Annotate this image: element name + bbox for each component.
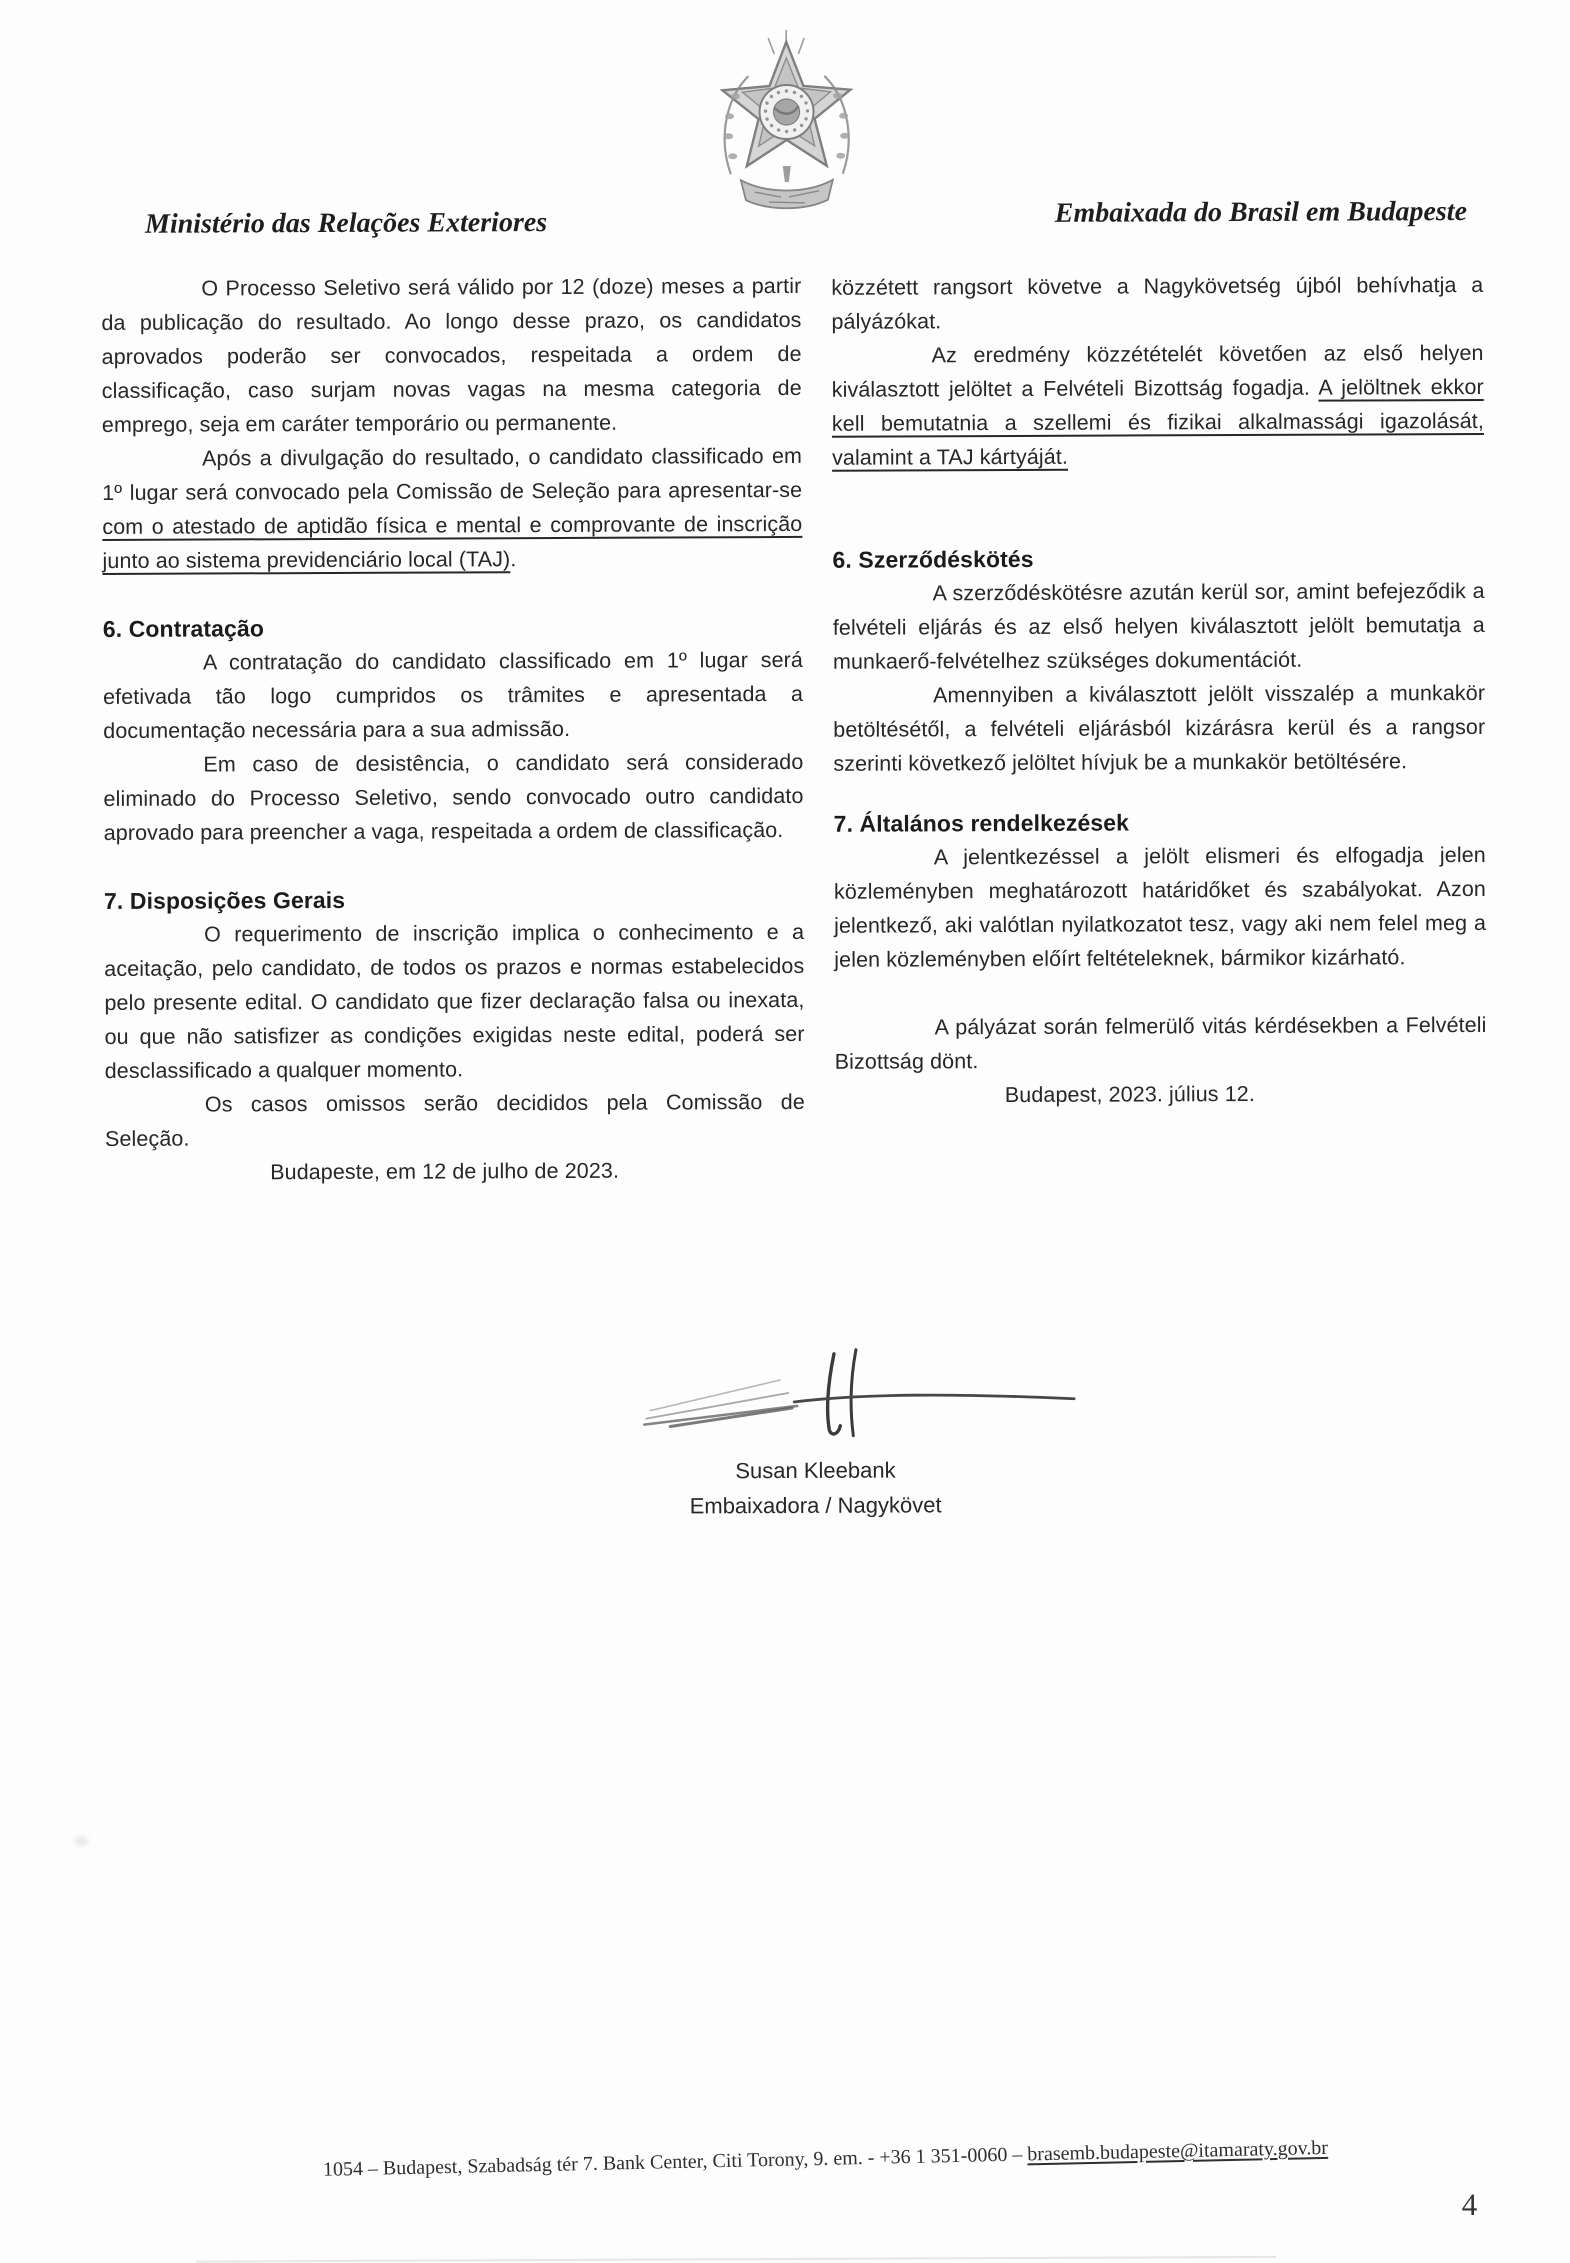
footer-address: 1054 – Budapest, Szabadság tér 7. Bank Center, Citi Torony, 9. em. - +36 1 351-0060 – brasemb.budapeste@itamaraty.gov.br bbox=[322, 2136, 1329, 2181]
hu-section6-paragraph1: A szerződéskötésre azután kerül sor, amint befejeződik a felvételi eljárás és az első helyen kiválasztott jelölt bemutatja a munkaerő-felvételhez szükséges dokumentációt. bbox=[832, 578, 1485, 674]
pt-dateline: Budapeste, em 12 de julho de 2023. bbox=[270, 1158, 620, 1185]
hungarian-column bbox=[831, 268, 1487, 1113]
embassy-header: Embaixada do Brasil em Budapeste bbox=[1054, 196, 1468, 229]
handwritten-signature bbox=[642, 1347, 1102, 1441]
hu-paragraph-continuation: közzétett rangsort követve a Nagykövetség újból behívhatja a pályázókat. bbox=[831, 272, 1484, 334]
hu-section6-heading: 6. Szerződéskötés bbox=[832, 545, 1034, 573]
footer-email: brasemb.budapeste@itamaraty.gov.br bbox=[1027, 2136, 1329, 2166]
page-number: 4 bbox=[1461, 2186, 1478, 2223]
brazil-coat-of-arms-icon bbox=[708, 24, 865, 217]
hu-section7-paragraph1: A jelentkezéssel a jelölt elismeri és elfogadja jelen közleményben meghatározott határidőket és szabályokat. Azon jelentkező, aki valótlan nyilatkozatot tesz, vagy aki nem felel meg a jelen közleményben előírt feltételeknek, bármikor kizárható. bbox=[833, 842, 1487, 972]
hu-section7-heading: 7. Általános rendelkezések bbox=[833, 809, 1130, 837]
pt-section6-paragraph2: Em caso de desistência, o candidato será considerado eliminado do Processo Seletivo, sendo convocado outro candidato aprovado para preencher a vaga, respeitada a ordem de classificação. bbox=[103, 749, 804, 845]
pt-section6-heading: 6. Contratação bbox=[102, 615, 265, 642]
portuguese-column bbox=[101, 269, 805, 1190]
hu-underlined-requirement: A jelöltnek ekkor kell bemutatnia a szellemi és fizikai alkalmassági igazolását, valamint a TAJ kártyáját. bbox=[831, 374, 1484, 470]
pt-paragraph-convocation: Após a divulgação do resultado, o candidato classificado em 1º lugar será convocado pela Comissão de Seleção para apresentar-se com o atestado de aptidão física e mental e comprovante de inscrição junto ao sistema previdenciário local (TAJ). bbox=[102, 443, 803, 573]
hu-section6-paragraph2: Amennyiben a kiválasztott jelölt visszalép a munkakör betöltésétől, a felvételi eljárásból kizárásra kerül és a rangsor szerinti következő jelöltet hívjuk be a munkakör betöltésére. bbox=[833, 680, 1486, 776]
signer-name: Susan Kleebank bbox=[735, 1457, 896, 1484]
signer-block bbox=[629, 1452, 1001, 1524]
scan-smudge-artifact bbox=[74, 1836, 88, 1846]
pt-underlined-requirement: com o atestado de aptidão física e mental e comprovante de inscrição junto ao sistema previdenciário local (TAJ) bbox=[102, 511, 803, 573]
pt-section7-heading: 7. Disposições Gerais bbox=[103, 886, 346, 914]
pt-section6-paragraph1: A contratação do candidato classificado em 1º lugar será efetivada tão logo cumpridos os trâmites e apresentada a documentação necessária para a sua admissão. bbox=[103, 647, 804, 743]
ministry-header: Ministério das Relações Exteriores bbox=[144, 207, 548, 240]
pt-section7-paragraph1: O requerimento de inscrição implica o conhecimento e a aceitação, pelo candidato, de todos os prazos e normas estabelecidos pelo presente edital. O candidato que fizer declaração falsa ou inexata, ou que não satisfizer as condições exigidas neste edital, poderá ser desclassificado a qualquer momento. bbox=[104, 919, 805, 1083]
hu-dateline: Budapest, 2023. július 12. bbox=[1004, 1081, 1255, 1108]
pt-section7-paragraph2: Os casos omissos serão decididos pela Comissão de Seleção. bbox=[104, 1089, 805, 1151]
hu-section7-paragraph2: A pályázat során felmerülő vitás kérdésekben a Felvételi Bizottság dönt. bbox=[834, 1012, 1487, 1074]
signer-title: Embaixadora / Nagykövet bbox=[689, 1492, 942, 1519]
hu-paragraph-result: Az eredmény közzétételét követően az első helyen kiválasztott jelöltet a Felvételi Bizottság fogadja. A jelöltnek ekkor kell bemutatnia a szellemi és fizikai alkalmassági igazolását, valamint a TAJ kártyáját. bbox=[831, 340, 1484, 470]
scan-edge-line bbox=[196, 2256, 1276, 2263]
pt-paragraph-validity: O Processo Seletivo será válido por 12 (doze) meses a partir da publicação do resultado. Ao longo desse prazo, os candidatos aprovados poderão ser convocados, respeitada a ordem de classificação, caso surjam novas vagas na mesma categoria de emprego, seja em caráter temporário ou permanente. bbox=[101, 273, 802, 437]
